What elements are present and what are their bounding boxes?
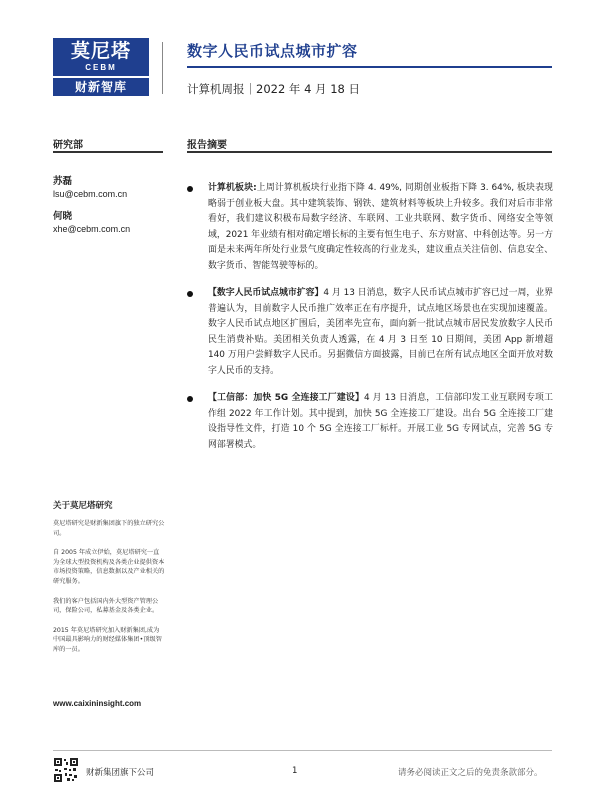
bullet-lead: 【数字人民币试点城市扩容】 xyxy=(208,288,324,298)
sidebar-section-label: 研究部 xyxy=(53,140,83,151)
summary-bullet xyxy=(187,181,553,274)
author-name: 苏磊 xyxy=(53,176,73,187)
logo-main-text: 莫尼塔 xyxy=(70,40,131,62)
about-paragraph: 莫尼塔研究是财新集团旗下的独立研究公司。 xyxy=(53,520,165,537)
bullet-text: 4 月 13 日消息，数字人民币试点城市扩容已过一周，业界普遍认为，目前数字人民币推广效率正在有序提升，试点地区场景也在实现加速覆盖。数字人民币试点地区扩围后，美团率先宣布，面向新一批试点城市居民发放数字人民币民生消费补贴。美团相关负责人透露，在 4 月 3 日至 10 日期间，美团 App 新增超 140 万用户尝鲜数字人民币。另据微信方面披露，目前已在所有试点地区全面开放对数字人民币的支持。 xyxy=(208,288,553,376)
about-paragraph: 自 2005 年成立伊始，莫尼塔研究一直为全球大型投资机构及各类企业提供资本市场投资策略，信息数据以及产业相关的研究服务。 xyxy=(53,549,165,585)
author-email[interactable]: lsu@cebm.com.cn xyxy=(53,189,128,199)
about-paragraph: 我们的客户包括国内外大型资产管理公司，保险公司，私募基金及各类企业。 xyxy=(53,597,159,615)
bullet-paragraph xyxy=(208,286,553,379)
bullet-dot-icon xyxy=(187,186,193,192)
qr-code-icon xyxy=(53,757,79,783)
page-number: 1 xyxy=(292,766,298,776)
bullet-dot-icon xyxy=(187,291,193,297)
website-link[interactable]: www.caixininsight.com xyxy=(53,699,142,708)
bullet-dot-icon xyxy=(187,396,193,402)
logo-sub-text: CEBM xyxy=(85,63,117,72)
main-rule xyxy=(187,151,552,153)
about-paragraph: 2015 年莫尼塔研究加入财新集团,成为中国最具影响力的财经媒体集团•顶级智库的一员。 xyxy=(53,626,162,653)
author-email[interactable]: xhe@cebm.com.cn xyxy=(53,224,131,234)
about-section xyxy=(53,499,165,665)
footer-disclaimer: 请务必阅读正文之后的免责条款部分。 xyxy=(398,768,543,778)
logo-top-block xyxy=(53,38,149,76)
footer-rule xyxy=(53,750,552,751)
footer-company: 财新集团旗下公司 xyxy=(86,768,155,778)
logo-bottom-text: 财新智库 xyxy=(53,78,149,96)
report-subtitle: 计算机周报｜2022 年 4 月 18 日 xyxy=(187,82,360,96)
summary-bullet xyxy=(187,286,553,379)
author-block xyxy=(53,175,127,201)
author-name: 何晓 xyxy=(53,211,73,222)
bullet-paragraph xyxy=(208,391,553,453)
bullet-text: 4 月 13 日消息，工信部印发工业互联网专项工作组 2022 年工作计划。其中提到，加快 5G 全连接工厂建设。出台 5G 全连接工厂建设指导性文件，打造 10 个 5G 全连接工厂标杆。开展工业 5G 专网试点，完善 5G 专网部署模式。 xyxy=(208,393,553,450)
report-title: 数字人民币试点城市扩容 xyxy=(187,42,358,60)
author-block xyxy=(53,210,130,236)
main-section-label: 报告摘要 xyxy=(187,140,227,151)
about-heading: 关于莫尼塔研究 xyxy=(53,501,113,511)
summary-bullet xyxy=(187,391,553,453)
summary-bullets xyxy=(187,181,553,465)
title-rule xyxy=(187,66,552,68)
bullet-text: 上周计算机板块行业指下降 4. 49%, 同期创业板指下降 3. 64%, 板块表现略弱于创业板大盘。其中建筑装饰、钢铁、建筑材料等板块上升较多。我们对后市非常看好，我们建议积极布局数字经济、车联网、工业共联网、数字货币、网络安全等领域，2021 年业绩有相对确定增长标的主要有恒生电子、东方财富、中科创达等。另一方面是未来两年所处行业景气度确定性较高的行业龙头，建议重点关注信创、信息安全、数字货币、智能驾驶等标的。 xyxy=(208,183,553,271)
cebm-logo xyxy=(53,38,149,96)
bullet-lead: 计算机板块: xyxy=(208,183,257,193)
bullet-paragraph xyxy=(208,181,553,274)
header-divider xyxy=(162,42,163,94)
sidebar-rule xyxy=(53,151,163,153)
bullet-lead: 【工信部：加快 5G 全连接工厂建设】 xyxy=(208,393,365,403)
